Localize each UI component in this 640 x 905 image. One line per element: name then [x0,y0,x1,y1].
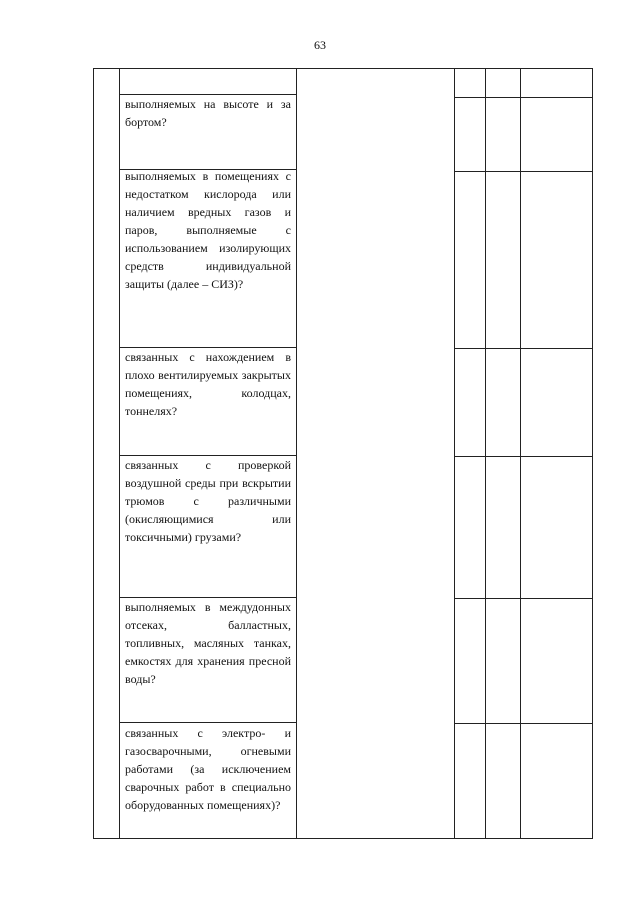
row-divider-a-4 [454,456,592,457]
row-divider-q-6 [119,722,296,723]
column-divider-2 [296,68,297,839]
table-top-border [93,68,592,69]
table-right-border [592,68,593,839]
question-cell: выполняемых в помещениях с недостатком кислорода или наличием вредных газов и паров, выполняемые с использованием изолирующих средств индивидуальной защиты (далее – СИЗ)? [125,169,291,291]
question-cell: связанных с электро- и газосварочными, огневыми работами (за исключением сварочных работ в специально оборудованных помещениях)? [125,726,291,812]
row-divider-a-5 [454,598,592,599]
question-cell: выполняемых в междудонных отсеках, балластных, топливных, масляных танках, емкостях для хранения пресной воды? [125,600,291,686]
column-divider-1 [119,68,120,839]
page-number: 63 [314,38,326,52]
question-cell: связанных с нахождением в плохо вентилируемых закрытых помещениях, колодцах, тоннелях? [125,350,291,418]
row-divider-a-3 [454,348,592,349]
question-cell: выполняемых на высоте и за бортом? [125,97,291,129]
question-cell: связанных с проверкой воздушной среды при вскрытии трюмов с различными (окисляющимися или токсичными) грузами? [125,458,291,544]
table-bottom-border [93,838,592,839]
row-divider-a-6 [454,723,592,724]
table-left-border [93,68,94,839]
row-divider-a-1 [454,97,592,98]
row-divider-a-2 [454,171,592,172]
